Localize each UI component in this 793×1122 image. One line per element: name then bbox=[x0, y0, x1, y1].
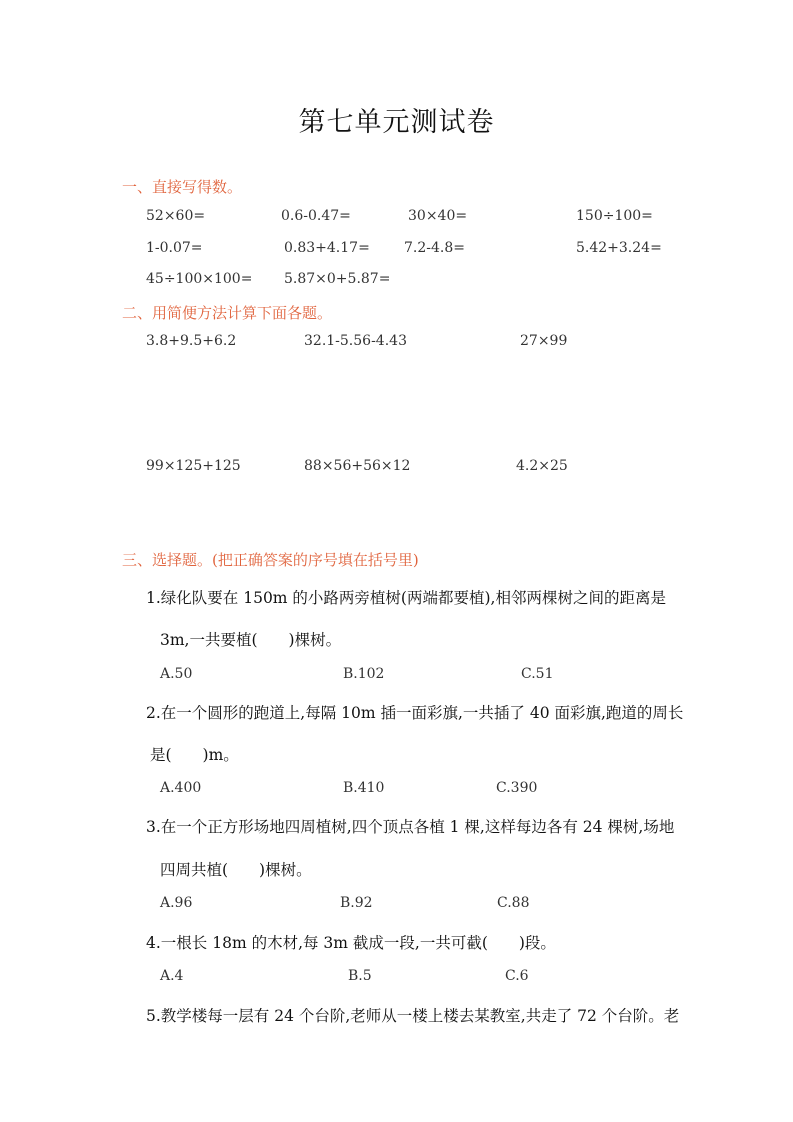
calc-item: 3.8+9.5+6.2 bbox=[146, 333, 237, 349]
option-a: A.4 bbox=[160, 968, 184, 984]
calc-item: 4.2×25 bbox=[516, 458, 568, 474]
calc-item: 0.83+4.17= bbox=[284, 240, 370, 256]
calc-item: 52×60= bbox=[146, 208, 206, 224]
option-b: B.410 bbox=[343, 780, 385, 796]
option-b: B.102 bbox=[343, 666, 385, 682]
section-1-heading: 一、直接写得数。 bbox=[122, 178, 243, 196]
calc-item: 27×99 bbox=[520, 333, 568, 349]
section-2-heading: 二、用简便方法计算下面各题。 bbox=[122, 304, 333, 322]
question-4-line-1: 4.一根长 18m 的木材,每 3m 截成一段,一共可截( )段。 bbox=[146, 934, 556, 952]
calc-item: 45÷100×100= bbox=[146, 271, 253, 287]
question-3-line-2: 四周共植( )棵树。 bbox=[160, 861, 312, 879]
option-a: A.96 bbox=[160, 895, 193, 911]
calc-item: 99×125+125 bbox=[146, 458, 241, 474]
calc-item: 5.87×0+5.87= bbox=[284, 271, 391, 287]
option-c: C.390 bbox=[496, 780, 538, 796]
calc-item: 150÷100= bbox=[576, 208, 653, 224]
question-2-line-1: 2.在一个圆形的跑道上,每隔 10m 插一面彩旗,一共插了 40 面彩旗,跑道的周长 bbox=[146, 704, 684, 722]
question-3-line-1: 3.在一个正方形场地四周植树,四个顶点各植 1 棵,这样每边各有 24 棵树,场地 bbox=[146, 818, 675, 836]
calc-item: 1-0.07= bbox=[146, 240, 203, 256]
calc-item: 7.2-4.8= bbox=[404, 240, 465, 256]
option-b: B.5 bbox=[348, 968, 372, 984]
question-1-line-1: 1.绿化队要在 150m 的小路两旁植树(两端都要植),相邻两棵树之间的距离是 bbox=[146, 589, 666, 607]
calc-item: 88×56+56×12 bbox=[304, 458, 411, 474]
calc-item: 30×40= bbox=[408, 208, 468, 224]
option-c: C.51 bbox=[521, 666, 554, 682]
calc-item: 5.42+3.24= bbox=[576, 240, 662, 256]
option-a: A.50 bbox=[160, 666, 193, 682]
calc-item: 0.6-0.47= bbox=[281, 208, 351, 224]
calc-item: 32.1-5.56-4.43 bbox=[304, 333, 407, 349]
option-c: C.88 bbox=[497, 895, 530, 911]
option-c: C.6 bbox=[505, 968, 529, 984]
option-b: B.92 bbox=[340, 895, 373, 911]
question-1-line-2: 3m,一共要植( )棵树。 bbox=[160, 631, 342, 649]
question-5-line-1: 5.教学楼每一层有 24 个台阶,老师从一楼上楼去某教室,共走了 72 个台阶。老 bbox=[146, 1007, 680, 1025]
section-3-heading: 三、选择题。(把正确答案的序号填在括号里) bbox=[122, 551, 419, 569]
option-a: A.400 bbox=[160, 780, 202, 796]
question-2-line-2: 是( )m。 bbox=[150, 746, 239, 764]
page-title: 第七单元测试卷 bbox=[298, 107, 495, 138]
